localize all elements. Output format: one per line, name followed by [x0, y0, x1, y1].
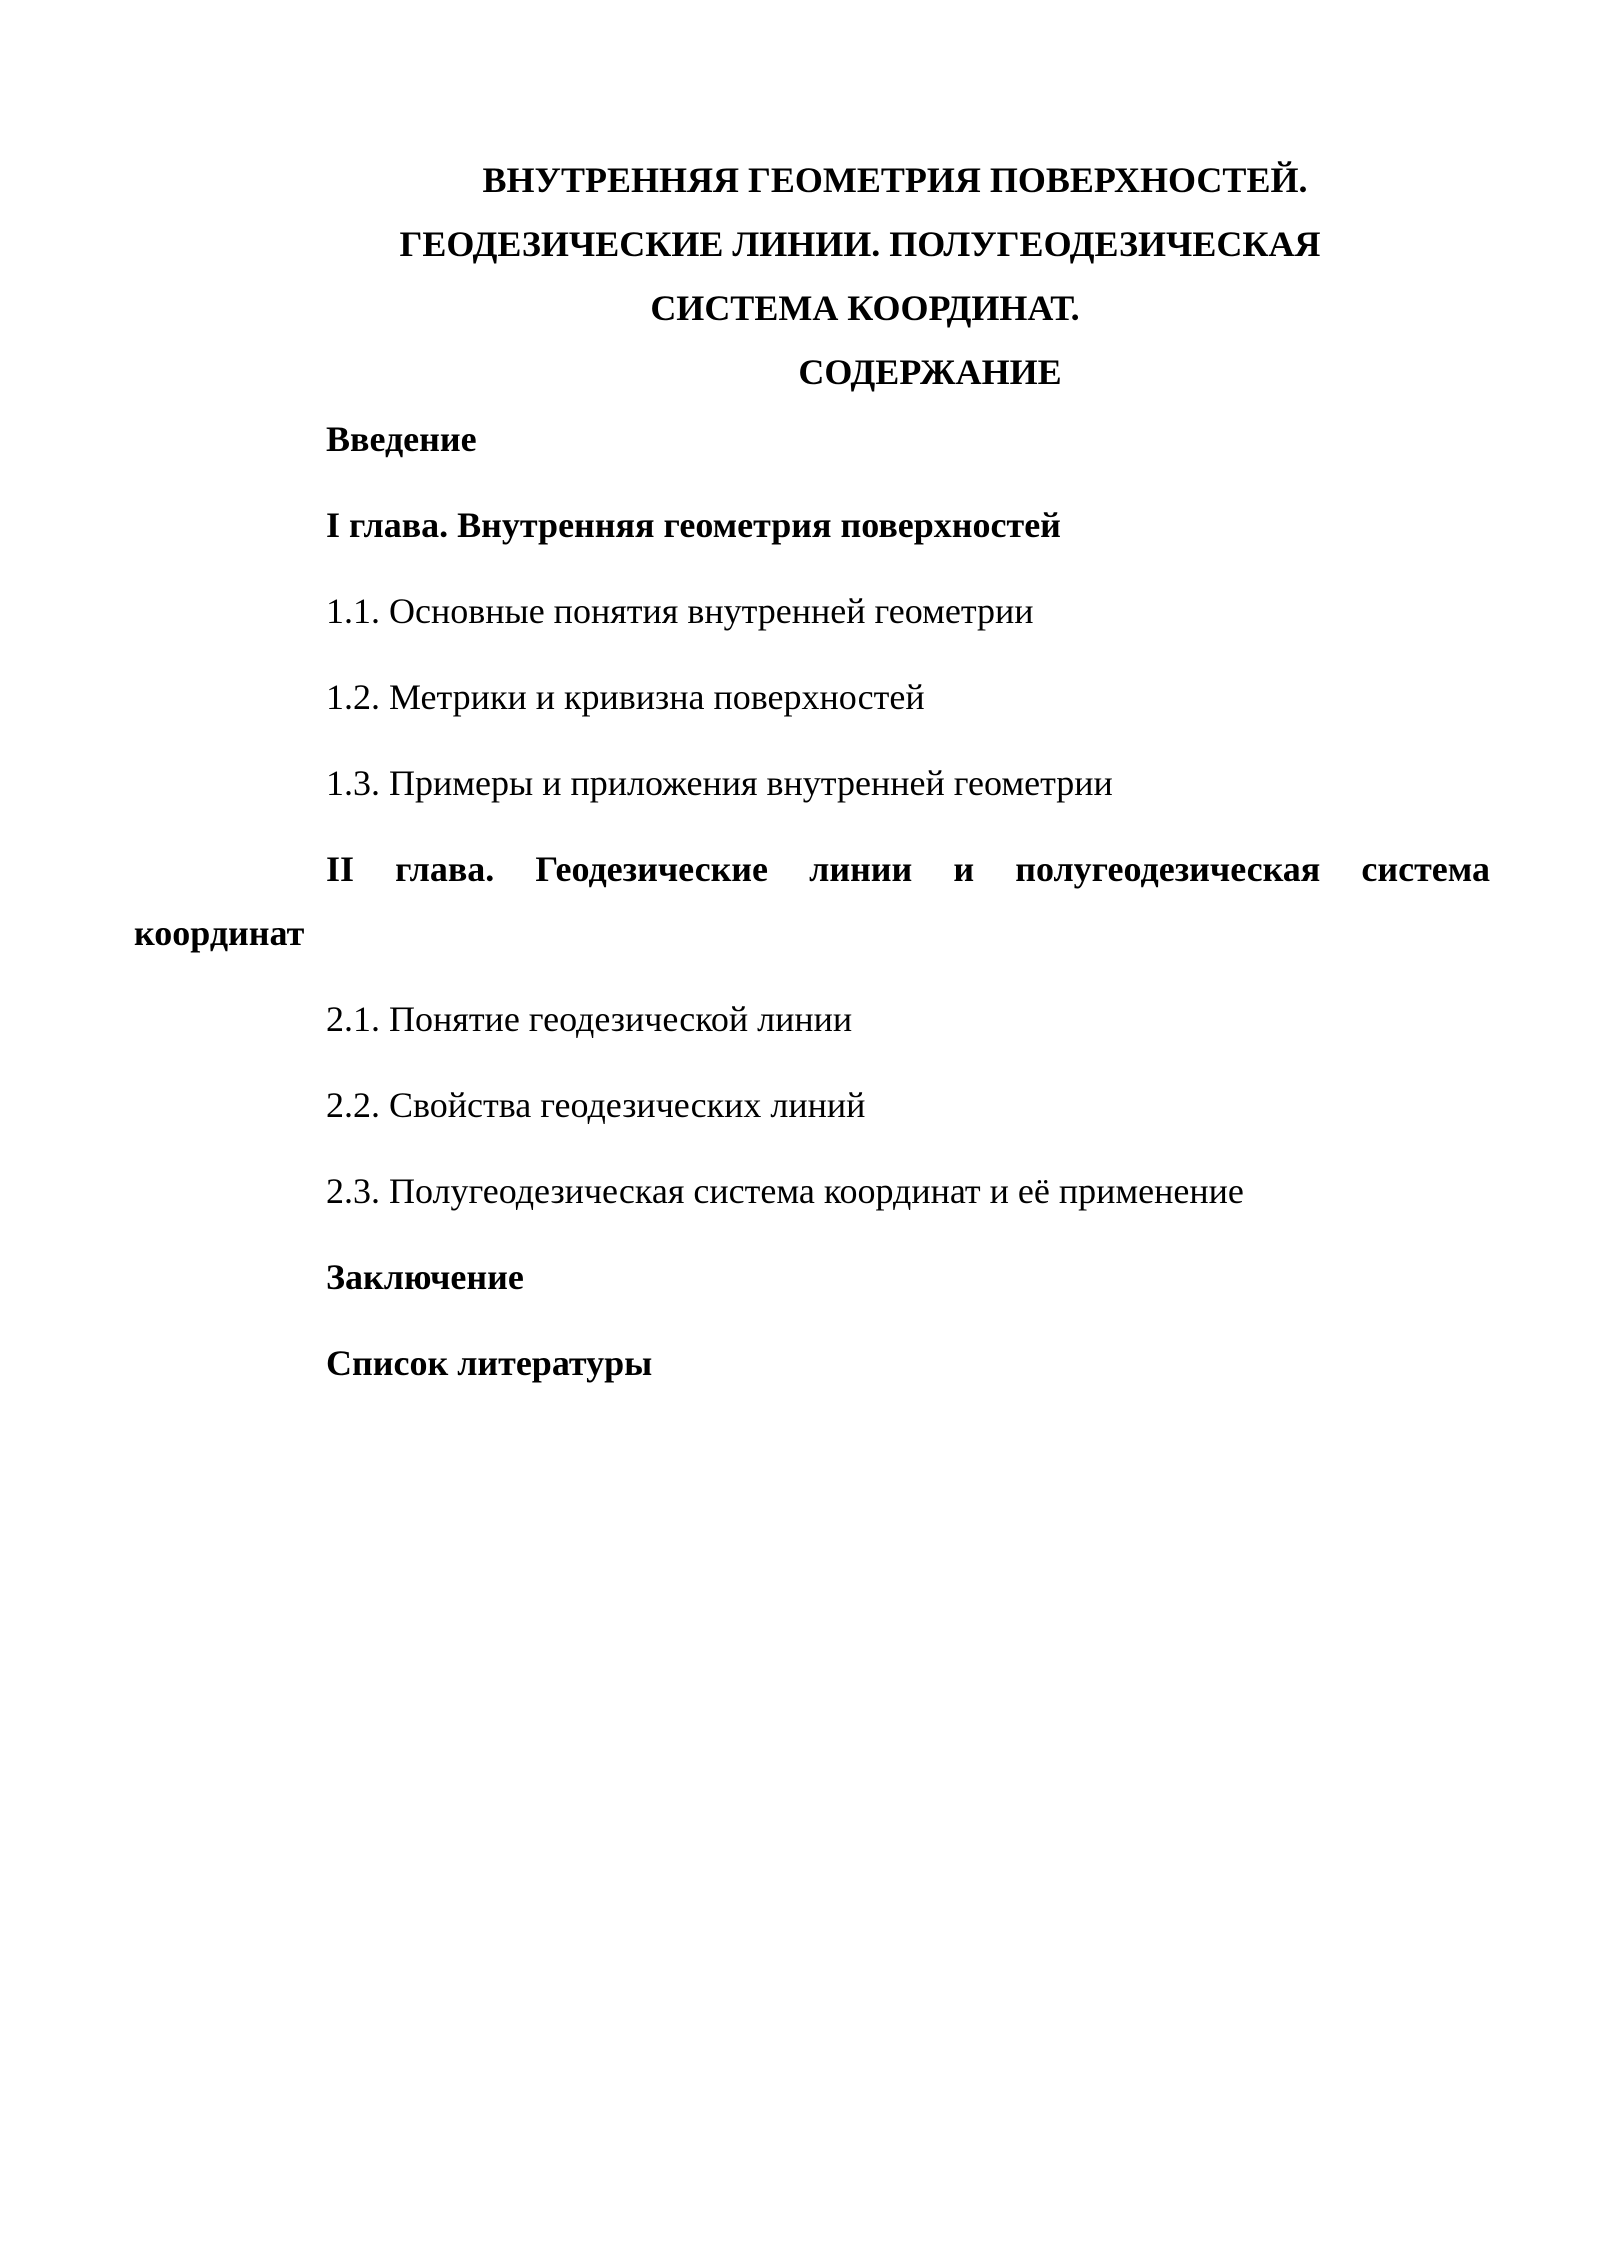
toc-item-references: Список литературы [326, 1343, 653, 1383]
title-line-1: ВНУТРЕННЯЯ ГЕОМЕТРИЯ ПОВЕРХНОСТЕЙ. [482, 160, 1308, 200]
toc-item-section-1-1: 1.1. Основные понятия внутренней геометрии [326, 591, 1034, 631]
toc-item-section-2-1: 2.1. Понятие геодезической линии [326, 999, 853, 1039]
toc-item-chapter-2-line-2: координат [134, 913, 305, 953]
toc-item-section-2-2: 2.2. Свойства геодезических линий [326, 1085, 866, 1125]
title-line-3: СИСТЕМА КООРДИНАТ. [650, 288, 1080, 328]
toc-item-introduction: Введение [326, 419, 477, 459]
toc-item-section-2-3: 2.3. Полугеодезическая система координат и её применение [326, 1171, 1244, 1211]
toc-item-section-1-3: 1.3. Примеры и приложения внутренней геометрии [326, 763, 1113, 803]
title-line-2: ГЕОДЕЗИЧЕСКИЕ ЛИНИИ. ПОЛУГЕОДЕЗИЧЕСКАЯ [399, 224, 1321, 264]
toc-item-section-1-2: 1.2. Метрики и кривизна поверхностей [326, 677, 925, 717]
table-of-contents [134, 407, 1490, 1417]
toc-item-chapter-2-line-1: II глава. Геодезические линии и полугеодезическая система [326, 849, 1490, 889]
toc-item-chapter-1: I глава. Внутренняя геометрия поверхностей [326, 505, 1061, 545]
document-title [230, 148, 1490, 404]
contents-heading: СОДЕРЖАНИЕ [798, 352, 1062, 392]
toc-item-chapter-2 [134, 837, 1490, 965]
toc-item-conclusion: Заключение [326, 1257, 524, 1297]
